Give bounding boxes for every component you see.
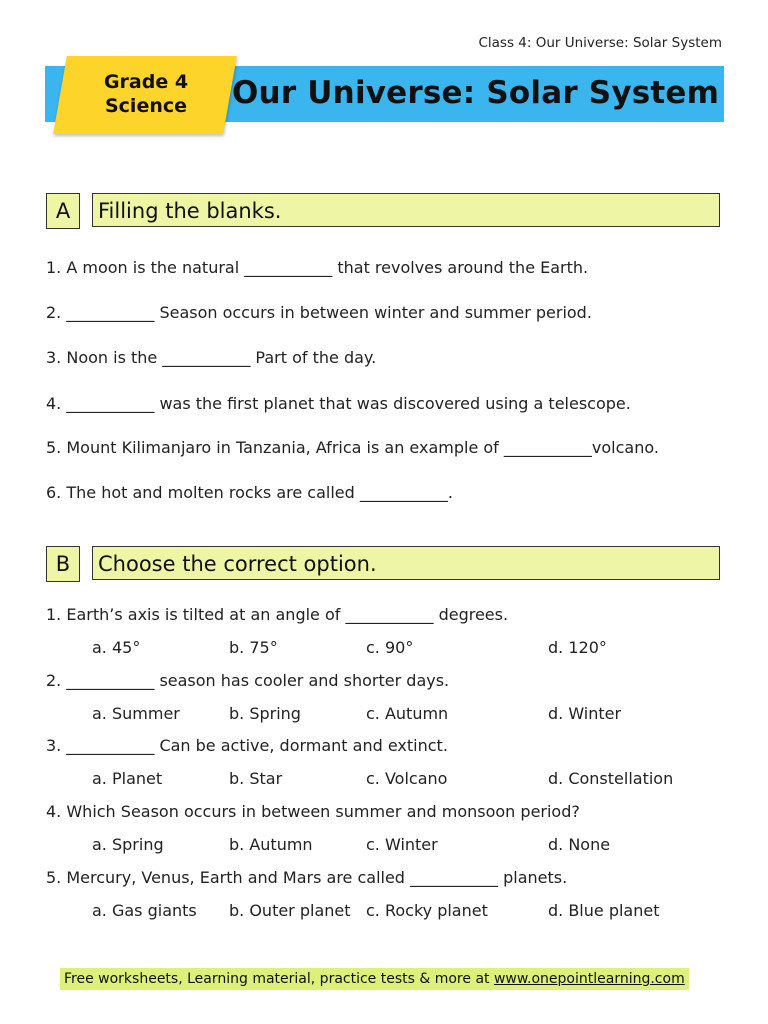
section-b-letter: B [46, 546, 80, 582]
option-b5-b: b. Outer planet [229, 901, 351, 920]
grade-label: Grade 4 [103, 71, 189, 93]
option-b5-c: c. Rocky planet [366, 901, 488, 920]
footer-link[interactable]: www.onepointlearning.com [493, 971, 685, 987]
question-b1: 1. Earth’s axis is tilted at an angle of ___________ degrees. [46, 605, 509, 624]
section-b-title: Choose the correct option. [92, 546, 720, 580]
subject-label: Science [104, 95, 188, 117]
option-b2-b: b. Spring [229, 704, 301, 723]
question-a1: 1. A moon is the natural ___________ that revolves around the Earth. [46, 258, 589, 277]
option-b1-d: d. 120° [548, 638, 607, 657]
question-a3: 3. Noon is the ___________ Part of the day. [46, 348, 377, 367]
option-b5-a: a. Gas giants [92, 901, 197, 920]
option-b3-a: a. Planet [92, 769, 163, 788]
option-b2-d: d. Winter [548, 704, 622, 723]
option-b3-b: b. Star [229, 769, 283, 788]
option-b1-c: c. 90° [366, 638, 414, 657]
question-b4: 4. Which Season occurs in between summer and monsoon period? [46, 802, 580, 821]
option-b2-a: a. Summer [92, 704, 180, 723]
option-b3-d: d. Constellation [548, 769, 674, 788]
question-a5: 5. Mount Kilimanjaro in Tanzania, Africa is an example of ___________volcano. [46, 438, 659, 457]
question-b5: 5. Mercury, Venus, Earth and Mars are called ___________ planets. [46, 868, 568, 887]
page-header-caption: Class 4: Our Universe: Solar System [478, 35, 722, 51]
page-title: Our Universe: Solar System [232, 75, 720, 111]
footer-banner [60, 968, 689, 990]
option-b4-a: a. Spring [92, 835, 164, 854]
option-b5-d: d. Blue planet [548, 901, 660, 920]
option-b2-c: c. Autumn [366, 704, 449, 723]
option-b4-d: d. None [548, 835, 611, 854]
grade-badge-text [62, 70, 230, 118]
option-b3-c: c. Volcano [366, 769, 448, 788]
question-b3: 3. ___________ Can be active, dormant and extinct. [46, 736, 448, 755]
section-a-title: Filling the blanks. [92, 193, 720, 227]
footer-text: Free worksheets, Learning material, practice tests & more at [64, 971, 494, 987]
option-b1-a: a. 45° [92, 638, 141, 657]
question-b2: 2. ___________ season has cooler and shorter days. [46, 671, 450, 690]
section-a-letter: A [46, 193, 80, 229]
option-b1-b: b. 75° [229, 638, 278, 657]
question-a2: 2. ___________ Season occurs in between winter and summer period. [46, 303, 592, 322]
option-b4-b: b. Autumn [229, 835, 313, 854]
question-a4: 4. ___________ was the first planet that was discovered using a telescope. [46, 394, 631, 413]
option-b4-c: c. Winter [366, 835, 438, 854]
question-a6: 6. The hot and molten rocks are called ___________. [46, 483, 453, 502]
